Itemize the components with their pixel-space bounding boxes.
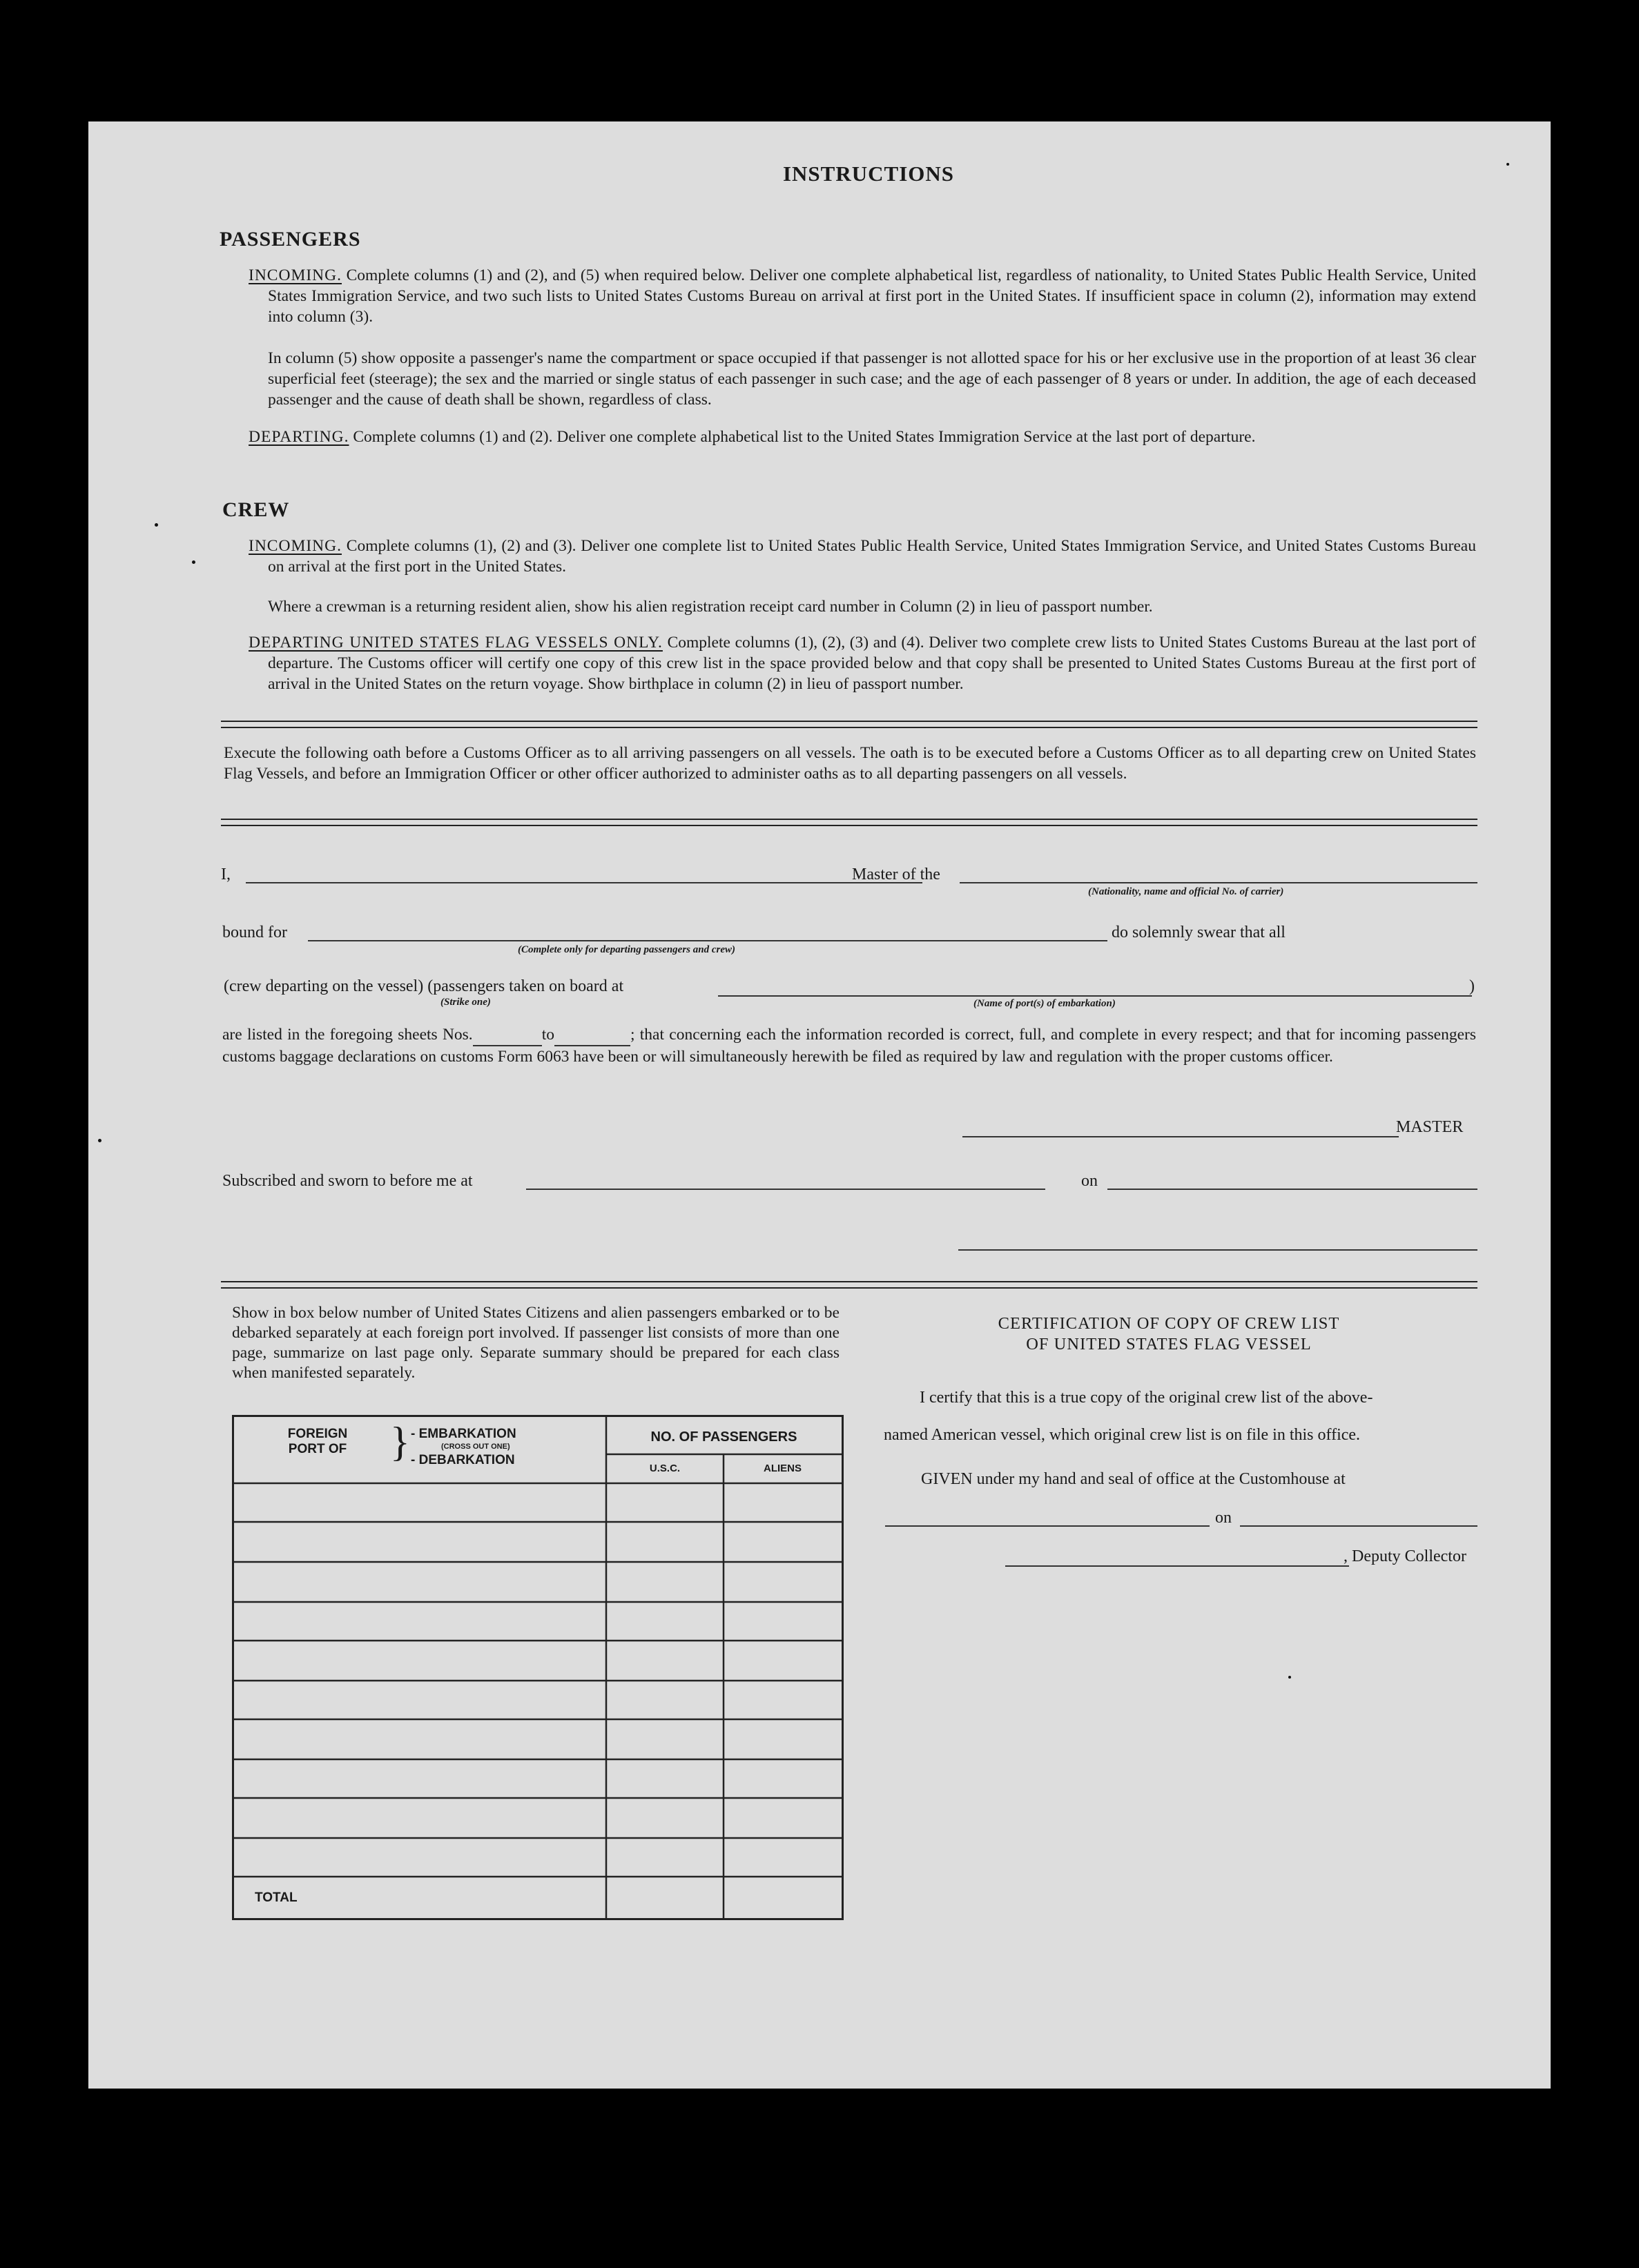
double-rule — [221, 1281, 1477, 1289]
certification-heading-line1: CERTIFICATION OF COPY OF CREW LIST — [998, 1314, 1340, 1333]
certification-text-line2: named American vessel, which original crew list is on file in this office. — [884, 1426, 1361, 1444]
crew-incoming-text: Complete columns (1), (2) and (3). Deliver one complete list to United States Public Health Service, United States Immigration Service, and United States Customs Bureau on arrival at the first port in the United States. — [268, 537, 1476, 576]
certification-date-field[interactable] — [1240, 1525, 1477, 1527]
certification-heading-line2: OF UNITED STATES FLAG VESSEL — [1026, 1335, 1312, 1353]
oath-i-label: I, — [221, 866, 231, 883]
bound-for-field[interactable] — [308, 940, 1107, 941]
embarkation-header: - EMBARKATION — [411, 1427, 516, 1441]
sheets-to-field[interactable] — [554, 1024, 630, 1046]
closing-paren: ) — [1469, 977, 1475, 995]
incoming-text: Complete columns (1) and (2), and (5) when required below. Deliver one complete alphabetical list, regardless of nationality, to United States Public Health Service, United States Immigration Service, and two such lists to United States Customs Bureau on arrival at first port in the United States. If insufficient space in column (2), information may extend into column (3). — [268, 266, 1477, 326]
scan-speck — [155, 523, 158, 527]
sheets-from-field[interactable] — [473, 1024, 542, 1046]
embarkation-port-field[interactable] — [718, 995, 1472, 997]
crew-departing-paragraph — [249, 632, 1476, 694]
carrier-caption: (Nationality, name and official No. of carrier) — [1088, 886, 1284, 897]
master-of-label: Master of the — [852, 866, 940, 883]
scan-speck — [1506, 163, 1509, 166]
master-name-field[interactable] — [246, 882, 922, 883]
total-row-label: TOTAL — [255, 1890, 298, 1905]
certification-text-line1: I certify that this is a true copy of the original crew list of the above- — [920, 1389, 1373, 1407]
debarkation-header: - DEBARKATION — [411, 1453, 515, 1467]
summary-instructions: Show in box below number of United States Citizens and alien passengers embarked or to be debarked separately at each foreign port involved. If passenger list consists of more than one page, summarize on last page only. Separate summary should be prepared for each class when manifested separately. — [232, 1304, 840, 1382]
crew-incoming-label: INCOMING. — [249, 537, 342, 555]
officer-signature-field[interactable] — [958, 1249, 1477, 1251]
scan-speck — [98, 1139, 101, 1142]
passengers-incoming-paragraph — [249, 265, 1476, 327]
crew-incoming-paragraph — [249, 536, 1476, 577]
solemnly-swear-label: do solemnly swear that all — [1112, 923, 1286, 941]
crew-departing-label: DEPARTING UNITED STATES FLAG VESSELS ONLY. — [249, 634, 663, 652]
departing-text: Complete columns (1) and (2). Deliver one complete alphabetical list to the United States Immigration Service at the last port of departure. — [353, 428, 1256, 446]
passengers-departing-paragraph — [249, 427, 1476, 447]
crew-departing-text: Complete columns (1), (2), (3) and (4). Deliver two complete crew lists to United States Customs Bureau at the last port of departure. The Customs officer will certify one copy of this crew list in the space provided below and that copy shall be presented to United States Customs Bureau at the first port of arrival in the United States on the return voyage. Show birthplace in column (2) in lieu of passport number. — [268, 634, 1476, 693]
certification-given-line: GIVEN under my hand and seal of office at the Customhouse at — [921, 1470, 1346, 1488]
embarkation-caption: (Name of port(s) of embarkation) — [973, 998, 1116, 1009]
carrier-field[interactable] — [960, 882, 1477, 883]
sheets-statement: are listed in the foregoing sheets Nos. to ; that concerning each the information recorded is correct, full, and complete in every respect; and that for incoming passengers customs baggage declarations on customs Form 6063 have been or will simultaneously herewith be filed as required by law and regulation with the proper customs officer. — [222, 1026, 1476, 1066]
master-signature-field[interactable] — [962, 1136, 1399, 1137]
aliens-header: ALIENS — [763, 1463, 802, 1474]
foreign-port-header: FOREIGN PORT OF — [287, 1427, 348, 1456]
page-title: INSTRUCTIONS — [782, 162, 954, 186]
usc-header: U.S.C. — [649, 1463, 681, 1474]
sworn-date-field[interactable] — [1107, 1189, 1477, 1190]
certification-on-label: on — [1215, 1509, 1232, 1527]
double-rule — [221, 819, 1477, 826]
table-grid — [234, 1417, 842, 1918]
section-heading-passengers: PASSENGERS — [220, 228, 361, 251]
crew-resident-alien-paragraph: Where a crewman is a returning resident alien, show his alien registration receipt card number in Column (2) in lieu of passport number. — [268, 598, 1153, 616]
bound-for-caption: (Complete only for departing passengers and crew) — [518, 944, 735, 955]
oath-instructions: Execute the following oath before a Customs Officer as to all arriving passengers on all vessels. The oath is to be executed before a Customs Officer as to all departing crew on United States Flag Vessels, and before an Immigration Officer or other officer authorized to administer oaths as to all departing passengers on all vessels. — [224, 744, 1476, 783]
incoming-label: INCOMING. — [249, 266, 342, 284]
brace-glyph: } — [390, 1419, 410, 1465]
no-of-passengers-header: NO. OF PASSENGERS — [650, 1429, 797, 1445]
master-signature-label: MASTER — [1396, 1118, 1464, 1136]
customhouse-field[interactable] — [885, 1525, 1210, 1527]
deputy-collector-signature-field[interactable] — [1005, 1565, 1349, 1567]
crew-passengers-label: (crew departing on the vessel) (passengers taken on board at — [224, 977, 624, 995]
passengers-column5-paragraph: In column (5) show opposite a passenger's name the compartment or space occupied if that passenger is not allotted space for his or her exclusive use in the proportion of at least 36 clear superficial feet (steerage); the sex and the married or single status of each passenger in such case; and the age of each passenger of 8 years or under. In addition, the age of each deceased passenger and the cause of death shall be shown, regardless of class. — [268, 349, 1476, 409]
sworn-location-field[interactable] — [526, 1189, 1045, 1190]
subscribed-label: Subscribed and sworn to before me at — [222, 1172, 473, 1190]
bound-for-label: bound for — [222, 923, 287, 941]
deputy-collector-label: , Deputy Collector — [1344, 1547, 1466, 1565]
form-page — [88, 121, 1551, 2089]
departing-label: DEPARTING. — [249, 428, 349, 446]
cross-out-one-note: (CROSS OUT ONE) — [441, 1443, 510, 1451]
strike-one-caption: (Strike one) — [440, 997, 491, 1008]
passenger-summary-table — [232, 1415, 844, 1920]
section-heading-crew: CREW — [222, 498, 290, 521]
scan-speck — [192, 560, 195, 564]
scan-speck — [1288, 1676, 1291, 1679]
double-rule — [221, 721, 1477, 728]
sworn-on-label: on — [1081, 1172, 1098, 1190]
